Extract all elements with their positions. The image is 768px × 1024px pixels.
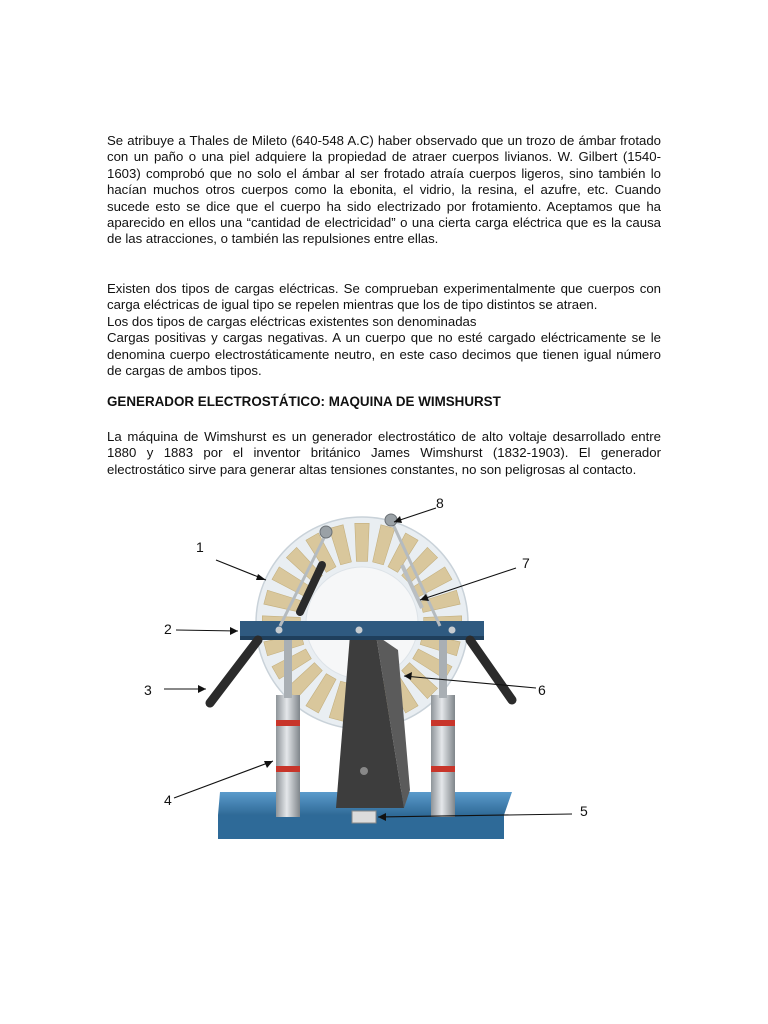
wimshurst-machine-figure <box>140 490 620 850</box>
disc-sector <box>355 523 369 561</box>
right-column-rod <box>439 630 447 698</box>
callout-label-1: 1 <box>196 539 204 555</box>
section-heading: GENERADOR ELECTROSTÁTICO: MAQUINA DE WIMSHURST <box>107 394 501 409</box>
charge-types-text-1: Existen dos tipos de cargas eléctricas. Se comprueban experimentalmente que cuerpos con carga eléctricas de igual tipo se repelen mientras que los de tipo distintos se atraen. <box>107 281 661 313</box>
bar-bolt-center <box>356 627 363 634</box>
right-column <box>431 695 455 817</box>
intro-paragraph <box>107 133 661 248</box>
callout-label-8: 8 <box>436 495 444 511</box>
charge-types-text-2: Los dos tipos de cargas eléctricas existentes son denominadas <box>107 313 477 329</box>
callout-label-2: 2 <box>164 621 172 637</box>
left-column-band-top <box>276 720 300 726</box>
stand-bolt <box>360 767 368 775</box>
right-lower-handle <box>470 640 512 700</box>
wimshurst-machine-illustration <box>140 490 620 850</box>
right-column-band-top <box>431 720 455 726</box>
intro-text: Se atribuye a Thales de Mileto (640-548 A.C) haber observado que un trozo de ámbar frotado con un paño o una piel adquiere la propiedad de atraer cuerpos livianos. W. Gilbert (1540-1603) comprobó que no solo el ámbar al ser frotado atraía cuerpos ligeros, sino también lo hacían muchos otros cuerpos como la ebonita, el vidrio, la resina, el azufre, etc. Cuando sucede esto se dice que el cuerpo ha sido electrizado por frotamiento. Aceptamos que ha aparecido en ellos una “cantidad de electricidad” o una cierta carga eléctrica que es la causa de las atracciones, o también las repulsiones entre ellas. <box>107 133 661 247</box>
left-column <box>276 695 300 817</box>
right-column-band-bottom <box>431 766 455 772</box>
left-electrode-ball <box>320 526 332 538</box>
bar-bolt-right <box>449 627 456 634</box>
left-lower-handle <box>210 640 258 703</box>
callout-label-7: 7 <box>522 555 530 571</box>
charge-types-text-3: Cargas positivas y cargas negativas. A un cuerpo que no esté cargado eléctricamente se le denomina cuerpo electrostáticamente neutro, en este caso decimos que tienen igual número de cargas de ambos tipos. <box>107 330 661 379</box>
right-electrode-ball <box>385 514 397 526</box>
switch-slot <box>352 811 376 823</box>
charge-types-section <box>107 281 661 379</box>
wimshurst-paragraph <box>107 429 661 478</box>
wimshurst-text: La máquina de Wimshurst es un generador electrostático de alto voltaje desarrollado entre 1880 y 1883 por el inventor británico James Wimshurst (1832-1903). El generador electrostático sirve para generar altas tensiones constantes, no son peligrosas al contacto. <box>107 429 661 477</box>
callout-label-3: 3 <box>144 682 152 698</box>
callout-label-5: 5 <box>580 803 588 819</box>
callout-label-6: 6 <box>538 682 546 698</box>
left-column-rod <box>284 630 292 698</box>
bar-bolt-left <box>276 627 283 634</box>
left-column-band-bottom <box>276 766 300 772</box>
callout-label-4: 4 <box>164 792 172 808</box>
insulating-bar-front <box>240 636 484 640</box>
